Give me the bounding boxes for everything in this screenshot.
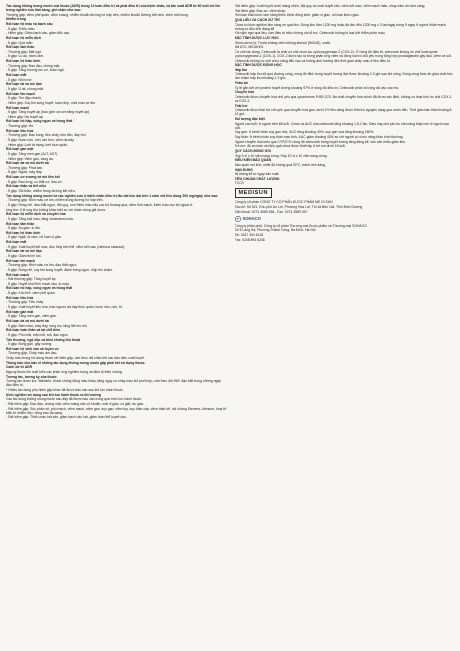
paragraph: Celecoxib được chuyển hóa chủ yếu qua cytochrome P450 2C9. Ba chất chuyển hóa chính đã được xác định, không có hoạt tính ức chế COX-1 và COX-2.	[234, 95, 452, 104]
paragraph: Thường gặp: viêm phế quản, viêm xoang, nhiễm khuẩn đường hô hấp trên, nhiễm khuẩn đường tiết niệu, viêm mũi họng.	[6, 12, 189, 17]
section-heading: Rối loạn cơ xương và mô liên kết	[6, 175, 60, 180]
section-heading: Rối loạn tai và mê đạo	[6, 249, 42, 254]
section-heading: Rối loạn hệ miễn dịch và chuyển hóa	[6, 212, 66, 217]
distributor-address: Số 5 Láng Hạ, Phường Thành Công, Ba Đình, Hà Nội	[234, 228, 316, 233]
brand-row	[235, 188, 456, 198]
paragraph: - Thường gặp: Ho.	[6, 124, 34, 129]
section-heading: Đối tượng đặc biệt	[234, 117, 265, 122]
manufacturer-phone: Điện thoại: 0274 3589 456 - Fax: 0274 3589 457	[234, 209, 308, 214]
paragraph: - Ít gặp: Tăng kali máu, tăng cholesterol máu.	[6, 216, 74, 221]
paragraph: Celecoxib hấp thu tốt qua đường uống, nồng độ đỉnh trong huyết tương đạt được khoảng 2-3 giờ sau khi uống. Dùng cùng thức ăn giàu chất béo làm chậm hấp thu khoảng 1-2 giờ.	[234, 72, 453, 81]
paragraph: - Rất hiếm gặp: Sốc phản vệ, phù mạch, viêm mạch, viêm gan, suy gan, viêm tụy, suy thận cấp, viêm thận kẽ, hội chứng Stevens-Johnson, hoại tử biểu bì nhiễm độc, hồng ban đa dạng.	[6, 406, 227, 415]
section-heading: Rối loạn hô hấp, vùng ngực và trung thất	[6, 119, 73, 124]
paragraph: Hộp 3 vỉ x 10 viên nang cứng. Hộp 10 vỉ x 10 viên nang cứng.	[234, 153, 328, 158]
paragraph: Ung thư: tỉ lệ ung thư không khác biệt so với nhóm dùng giả dược.	[6, 207, 107, 212]
paragraph: - Ít gặp: Lo âu, trầm cảm.	[6, 54, 44, 59]
manufacturer-address: Địa chỉ: Số 521, Khu phố An Lợi, Phường Hòa Lợi, Thị xã Bến Cát, Tỉnh Bình Dương	[234, 205, 363, 210]
paragraph: - Rất hiếm gặp: Thiếu máu bất sản, giảm bạch cầu hạt, giảm toàn thể huyết cầu.	[6, 415, 127, 420]
distributor-fax: Fax: 0248 894 6236	[234, 237, 265, 242]
section-heading: HẠN DÙNG	[234, 167, 253, 172]
left-column	[6, 4, 227, 648]
paragraph: Nhóm dược lý: Thuốc kháng viêm không steroid (NSAID), coxib.	[234, 40, 332, 45]
paragraph: - Thường gặp: Mất ngủ.	[6, 49, 42, 54]
paragraph: - Hiếm gặp: Suy tim sung huyết, loạn nhịp, nhồi máu cơ tim.	[6, 100, 97, 105]
paragraph: - Thường gặp: Phát ban.	[6, 165, 44, 170]
paragraph: - Ít gặp: Tăng men gan (ALT, AST).	[6, 151, 59, 156]
paragraph: - Thường gặp: Nhồi máu cơ tim, đau thắt ngực.	[6, 263, 78, 268]
section-heading: Rối loạn gan mật	[6, 147, 34, 152]
section-heading: Rối loạn tai và mê đạo	[6, 82, 42, 87]
section-heading: Rối loạn mạch	[6, 105, 30, 110]
paragraph: Celecoxib được thải trừ chủ yếu qua chuyển hóa gan, dưới 1% liều dùng được thải trừ nguyên dạng qua nước tiểu. Thời gian bán thải khoảng 8-12 giờ.	[234, 108, 453, 117]
paragraph: - Ít gặp: Phù mặt, mệt mỏi, sốt, đau ngực.	[6, 332, 69, 337]
section-heading: Thông báo cho bác sĩ những tác dụng không mong muốn gặp phải khi sử dụng thuốc.	[6, 360, 146, 365]
section-heading: QUY CÁCH ĐÓNG GÓI	[234, 148, 271, 153]
paragraph: Rất hiếm gặp: Đau cơ, viêm khớp.	[234, 8, 287, 13]
sohaco-label: SOHACO	[242, 215, 261, 221]
paragraph: Các tác dụng không mong muốn sau đây đã được báo cáo trong quá trình lưu hành thuốc:	[6, 397, 143, 402]
section-heading: ĐIỀU KIỆN BẢO QUẢN	[234, 158, 272, 163]
section-heading: Tổn thương, ngộ độc và biến chứng thủ thuật	[6, 337, 80, 342]
paragraph: Người cao tuổi: ở người trên 65 tuổi, Cmax và AUC của celecoxib tăng khoảng 1,5-2 lần. Điều này chủ yếu do cân nặng thấp hơn ở người cao tuổi.	[234, 121, 449, 130]
paragraph: - Ít gặp: Tăng men gan, viêm gan.	[6, 314, 57, 319]
section-heading: Rối loạn toàn thân và tại chỗ tiêm	[6, 328, 61, 333]
paragraph: - Rất thường gặp: Tăng huyết áp.	[6, 277, 57, 282]
paragraph: - Ít gặp: Buồn nôn, nôn, táo bón, viêm dạ dày.	[6, 137, 75, 142]
paragraph: - Ít gặp: Ảo giác, lú lẫn.	[6, 226, 41, 231]
paragraph: - Ít gặp: Bong gân, gãy xương.	[6, 342, 53, 347]
section-heading: Tác dụng không mong muốn của thuốc (ADR) trong 12 tuần điều trị và phải điều trị của bệnh nhân, và tần suất ADR từ 60 tuổi trở lên trong nghiên cứu lâm sàng, ghi nhận như sau:	[6, 4, 221, 13]
paragraph: Trẻ em: độ an toàn và hiệu quả chưa được thiết lập ở trẻ em dưới 18 tuổi.	[234, 144, 346, 149]
section-heading: Rối loạn hệ thần kinh	[6, 230, 41, 235]
section-heading: Rối loạn hệ sinh sản và tuyến vú	[6, 346, 59, 351]
paragraph: - Ít gặp: Nhìn mờ.	[6, 77, 33, 82]
section-heading: Phân bố	[234, 81, 248, 86]
sohaco-icon	[235, 216, 241, 222]
paragraph: Khi nghi ngờ quá liều, cần điều trị triệu chứng và hỗ trợ. Celecoxib không bị loại bởi thẩm phân máu.	[234, 31, 386, 36]
paragraph: Rối loạn thần kinh: làm nặng thêm bệnh động kinh, giảm vị giác, rối loạn khứu giác.	[234, 13, 360, 18]
paragraph: - Hiếm gặp: Giảm bạch cầu, giảm tiểu cầu.	[6, 31, 71, 36]
section-heading: Rối loạn da và mô dưới da	[6, 318, 49, 323]
paragraph: Người chuyển hóa kém qua CYP2C9: nồng độ celecoxib trong huyết tương tăng đáng kể, cần cân nhắc giảm liều.	[234, 139, 406, 144]
paragraph: - Ít gặp: Tăng trương lực cơ, buồn ngủ.	[6, 68, 65, 73]
paragraph: - Ít gặp: Xuất huyết kết mạc, đục thủy tinh thể, viêm kết mạc (vitreous cataract).	[6, 244, 126, 249]
paragraph: - Thường gặp: Tiêu chảy.	[6, 300, 44, 305]
paragraph: - Ít gặp: Rung nhĩ, đau thắt ngực, đột quỵ, cơn thiếu máu não cục bộ thoáng qua, viêm tĩnh mạch, thiếu máu cục bộ ngoại vi.	[6, 202, 194, 207]
section-heading: TIÊU CHUẨN CHẤT LƯỢNG	[234, 176, 280, 181]
paragraph: - Thường gặp: Đau đầu, chóng mặt.	[6, 63, 61, 68]
footer	[235, 188, 456, 241]
paragraph: TCCS	[234, 181, 244, 186]
section-heading: Rối loạn hô hấp, vùng ngực và trung thất	[6, 286, 73, 291]
section-heading: Rối loạn gan mật	[6, 309, 34, 314]
section-heading: Rối loạn hệ máu và bạch cầu	[6, 21, 53, 26]
paragraph: Celecoxib không ức chế chức năng tiểu cầu và không ảnh hưởng đến thời gian chảy máu ở liều điều trị.	[234, 58, 391, 63]
section-heading: Nhiễm trùng	[6, 17, 26, 22]
section-heading: Tác dụng không mong muốn từ các nghiên cứu ở bệnh nhân điều trị lâu dài kéo dài trên 1 năm với liều dùng 200 mg/ngày như sau:	[6, 193, 219, 198]
section-heading: Rối loạn mắt	[6, 240, 27, 245]
paragraph: Chảy máu trong khi dùng thuốc rất hiếm gặp, cần theo dõi chặt chẽ các dấu hiệu xuất huyết.	[6, 356, 145, 361]
paragraph: - Ít gặp: Bầm máu, mày đay, rụng tóc, tăng tiết mồ hôi.	[6, 323, 88, 328]
paragraph: Tỷ lệ gắn kết với protein huyết tương khoảng 97% ở nồng độ điều trị. Celecoxib phân bố rộng rãi vào các mô.	[234, 85, 400, 90]
sohaco-logo	[235, 216, 261, 222]
section-heading: Chuyển hóa	[234, 90, 254, 95]
paragraph: - Ít gặp: Ngứa, mày đay.	[6, 170, 43, 175]
section-heading: Thải trừ	[234, 103, 248, 108]
section-heading: Rối loạn mắt	[6, 73, 27, 78]
paragraph: - Thường gặp: Đau bụng, tiêu chảy, khó tiêu, đầy hơi.	[6, 133, 87, 138]
section-heading: Rối loạn tâm thần	[6, 45, 35, 50]
section-heading: Rối loạn tim mạch	[6, 258, 36, 263]
section-heading: Rối loạn tim mạch	[6, 91, 36, 96]
section-heading: QUÁ LIỀU VÀ CÁCH XỬ TRÍ	[234, 17, 280, 22]
paragraph: - Ít gặp: Quá mẫn.	[6, 40, 34, 45]
paragraph: Bảo quản nơi khô, nhiệt độ không quá 30°C, tránh ánh sáng.	[234, 162, 326, 167]
paragraph: Rất hiếm gặp: Xuất huyết dưới màng nhện, đột quỵ do xuất huyết não, viêm kết mạc, viêm mạch máu, nhạy cảm với ánh sáng.	[234, 4, 426, 8]
paragraph: - Ít gặp: Khó thở, viêm phế quản.	[6, 291, 56, 296]
section-heading: Hấp thu	[234, 67, 248, 72]
right-column	[235, 4, 456, 648]
paragraph: Chưa có kinh nghiệm lâm sàng về quá liều. Dùng liều đơn 1200 mg hoặc đa liều đến 1200 mg x 2 lần/ngày trong 9 ngày ở người khỏe mạnh không có độc tính đáng kể.	[234, 22, 446, 31]
section-heading: Rối loạn tâm thần	[6, 221, 35, 226]
distributor-phone: Tel: 0247 304 6118	[234, 233, 264, 238]
manufacturer-name: Công ty cổ phần CÔNG TY CỔ PHẦN DƯỢC PHẨM ME DI SUN	[234, 200, 333, 205]
paragraph: - Ít gặp: Ù tai, chóng mặt.	[6, 86, 45, 91]
section-heading: ĐẶC TÍNH DƯỢC ĐỘNG HỌC	[234, 63, 282, 68]
paragraph: - Hiếm gặp: Hạ huyết áp.	[6, 114, 44, 119]
paragraph: Ngưng thuốc khi xuất hiện các phản ứng nghiêm trọng và điều trị triệu chứng.	[6, 370, 123, 375]
section-heading: Rối loạn tiêu hóa	[6, 128, 34, 133]
paragraph: - Hiếm gặp: Loét tá tràng, loét thực quản.	[6, 142, 69, 147]
section-heading: Rối loạn thận và tiết niệu	[6, 184, 47, 189]
paragraph: - Ít gặp: Đau lưng, co thắt cơ, đau cơ.	[6, 179, 63, 184]
paragraph: Suy gan: ở bệnh nhân suy gan nhẹ, AUC tăng khoảng 40%; suy gan vừa tăng khoảng 180%.	[234, 130, 375, 135]
section-heading: Rối loạn mạch	[6, 272, 30, 277]
paragraph: - Ít gặp: Thiếu máu.	[6, 26, 36, 31]
paragraph: - Ít gặp: Sỏi thận, nhiễm trùng đường tiết niệu.	[6, 189, 76, 194]
section-heading: Tương tác, tương kỵ của thuốc	[6, 374, 57, 379]
paragraph: Cơ chế tác dụng: Celecoxib là chất ức chế chọn lọc cyclooxygenase-2 (COX-2). Ở nồng độ điều trị, celecoxib không ức chế isoenzyme cyclooxygenase-1 (COX-1). COX-2 được tạo ra trong phản ứng viêm và đóng vai trò chủ yếu trong tổng hợp prostaglandin gây đau, viêm và sốt.	[234, 49, 452, 58]
paragraph: - Ít gặp: Xuất huyết tiêu hóa, trào ngược dạ dày thực quản, buồn nôn, nôn, trĩ.	[6, 305, 124, 310]
paragraph: - Ít gặp: Tăng huyết áp (bao gồm cả cơn tăng huyết áp).	[6, 110, 91, 115]
sohaco-row	[235, 216, 456, 222]
section-heading: ĐẶC TÍNH DƯỢC LỰC HỌC	[234, 35, 279, 40]
section-heading: Rối loạn hệ miễn dịch	[6, 35, 42, 40]
section-heading: Rối loạn da và mô dưới da	[6, 161, 49, 166]
section-heading: Cách xử trí ADR	[6, 365, 33, 370]
paragraph: - Thường gặp: Nhồi máu cơ tim, nhiễm trùng đường hô hấp trên.	[6, 198, 104, 203]
paragraph: - Rất hiếm gặp: Đau đầu, chóng mặt, viêm màng não vô khuẩn, mất vị giác, co giật, ảo giác.	[6, 401, 145, 406]
paragraph: Tương tác dược lực: Warfarin, thuốc chống đông máu khác; tăng nguy cơ chảy máu khi phối hợp, cần theo dõi INR, đặc biệt trong những ngày đầu điều trị.	[6, 379, 221, 388]
paragraph: - Ít gặp: Rung nhĩ, suy tim sung huyết, đánh trống ngực, nhịp tim chậm.	[6, 267, 114, 272]
paragraph: - Hiếm gặp: Viêm gan, vàng da.	[6, 156, 54, 161]
right-column-body	[235, 4, 456, 185]
medisun-logo: MEDISUN	[235, 188, 273, 198]
distributor-name: Công ty phân phối: Công ty cổ phần Thương mại Dược phẩm và Thương mại SOHACO	[234, 223, 367, 228]
paragraph: 36 tháng kể từ ngày sản xuất.	[234, 172, 280, 177]
paragraph: - Ít gặp: Tim đập nhanh.	[6, 96, 42, 101]
paragraph: - Ít gặp: Huyết khối tĩnh mạch sâu, tụ máu.	[6, 281, 70, 286]
section-heading: Kinh nghiệm sử dụng sau khi lưu hành thuốc ra thị trường	[6, 392, 101, 397]
paragraph: * Nhiều tác dụng phụ hiếm gặp khác đã được báo cáo sau khi lưu hành thuốc.	[6, 387, 124, 392]
paragraph: Suy thận: ở bệnh nhân suy thận mạn tính, AUC giảm khoảng 40% so với người có chức năng thận bình thường.	[234, 135, 404, 140]
section-heading: Rối loạn tiêu hóa	[6, 295, 34, 300]
paragraph: Mã ATC: M01AH01	[234, 45, 264, 50]
section-heading: Rối loạn hệ thần kinh	[6, 59, 41, 64]
paragraph: - Ít gặp: Ngất, dị cảm, rối loạn vị giác.	[6, 235, 62, 240]
paragraph: - Ít gặp: Giảm thính lực.	[6, 254, 42, 258]
paragraph: - Thường gặp: Chảy máu âm đạo.	[6, 351, 58, 356]
